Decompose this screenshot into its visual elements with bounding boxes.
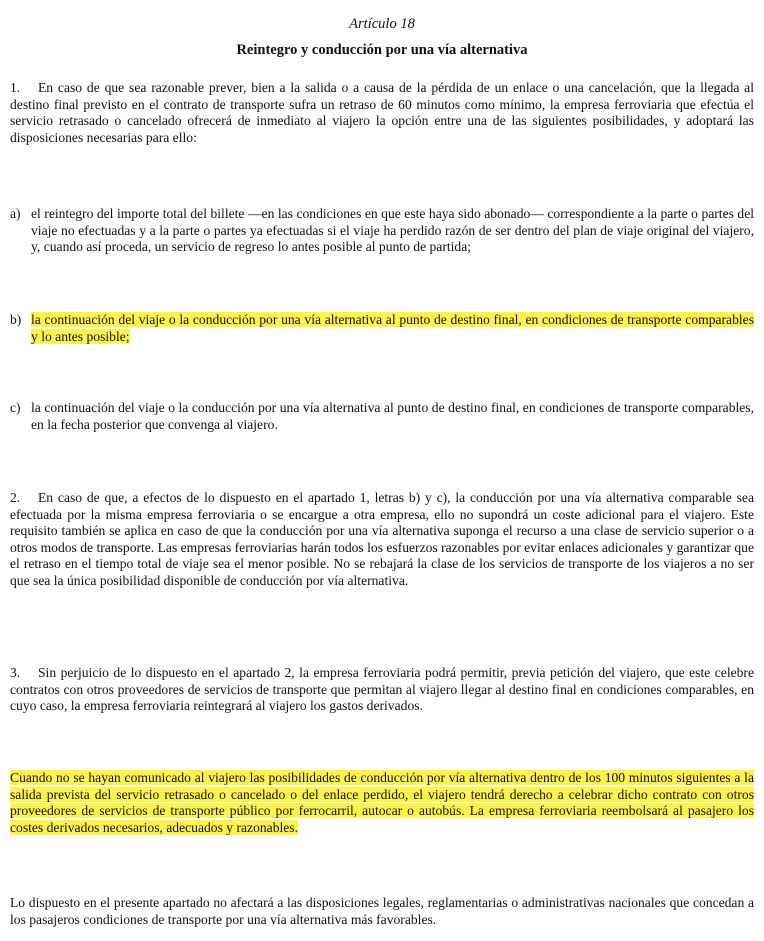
list-item-c (10, 400, 754, 433)
paragraph-2-number: 2. (10, 490, 21, 505)
paragraph-3 (10, 665, 754, 715)
paragraph-1-number: 1. (10, 80, 21, 95)
paragraph-final (10, 895, 754, 928)
list-item-a (10, 206, 754, 256)
article-title: Reintegro y conducción por una vía alternativa (236, 42, 528, 58)
list-item-b-highlighted-text: la continuación del viaje o la conducción por una vía alternativa al punto de destino final, en condiciones de transporte comparables y lo antes posible; (31, 312, 754, 344)
paragraph-3-text: Sin perjuicio de lo dispuesto en el apartado 2, la empresa ferroviaria podrá permitir, previa petición del viajero, que este celebre contratos con otros proveedores de servicios de transporte que permitan al viajero llegar al destino final en condiciones comparables, en cuyo caso, la empresa ferroviaria reintegrará al viajero los gastos derivados. (10, 665, 754, 713)
paragraph-highlighted-text: Cuando no se hayan comunicado al viajero las posibilidades de conducción por vía alternativa dentro de los 100 minutos siguientes a la salida prevista del servicio retrasado o cancelado o del enlace perdido, el viajero tendrá derecho a celebrar dicho contrato con otros proveedores de servicios de transporte público por ferrocarril, autocar o autobús. La empresa ferroviaria reembolsará al pasajero los costes derivados necesarios, adecuados y razonables. (10, 770, 754, 835)
list-item-a-label: a) (10, 206, 21, 221)
paragraph-1-text: En caso de que sea razonable prever, bien a la salida o a causa de la pérdida de un enlace o una cancelación, que la llegada al destino final previsto en el contrato de transporte sufra un retraso de 60 minutos como mínimo, la empresa ferroviaria que efectúa el servicio retrasado o cancelado ofrecerá de inmediato al viajero la opción entre una de las siguientes posibilidades, y adoptará las disposiciones necesarias para ello: (10, 80, 754, 145)
paragraph-highlighted (10, 770, 754, 836)
paragraph-3-number: 3. (10, 665, 21, 680)
list-item-c-text: la continuación del viaje o la conducción por una vía alternativa al punto de destino final, en condiciones de transporte comparables, en la fecha posterior que convenga al viajero. (31, 400, 754, 432)
paragraph-1 (10, 80, 754, 146)
paragraph-2 (10, 490, 754, 589)
list-item-b-label: b) (10, 312, 22, 327)
list-item-c-label: c) (10, 400, 21, 415)
paragraph-2-text: En caso de que, a efectos de lo dispuesto en el apartado 1, letras b) y c), la conducción por una vía alternativa comparable sea efectuada por la misma empresa ferroviaria o se encargue a otra empresa, ello no supondrá un coste adicional para el viajero. Este requisito también se aplica en caso de que la conducción por una vía alternativa suponga el recurso a una clase de servicio superior o a otros modos de transporte. Las empresas ferroviarias harán todos los esfuerzos razonables por evitar enlaces adicionales y garantizar que el retraso en el tiempo total de viaje sea el menor posible. No se rebajará la clase de los servicios de transporte de los viajeros a no ser que sea la única posibilidad disponible de conducción por vía alternativa. (10, 490, 754, 588)
paragraph-final-text: Lo dispuesto en el presente apartado no afectará a las disposiciones legales, reglamentarias o administrativas nacionales que concedan a los pasajeros condiciones de transporte por una vía alternativa más favorables. (10, 895, 754, 927)
list-item-a-text: el reintegro del importe total del billete —en las condiciones en que este haya sido abonado— correspondiente a la parte o partes del viaje no efectuadas y a la parte o partes ya efectuadas si el viaje ha perdido razón de ser dentro del plan de viaje original del viajero, y, cuando así proceda, un servicio de regreso lo antes posible al punto de partida; (31, 206, 754, 254)
article-number: Artículo 18 (349, 16, 415, 32)
list-item-b (10, 312, 754, 345)
